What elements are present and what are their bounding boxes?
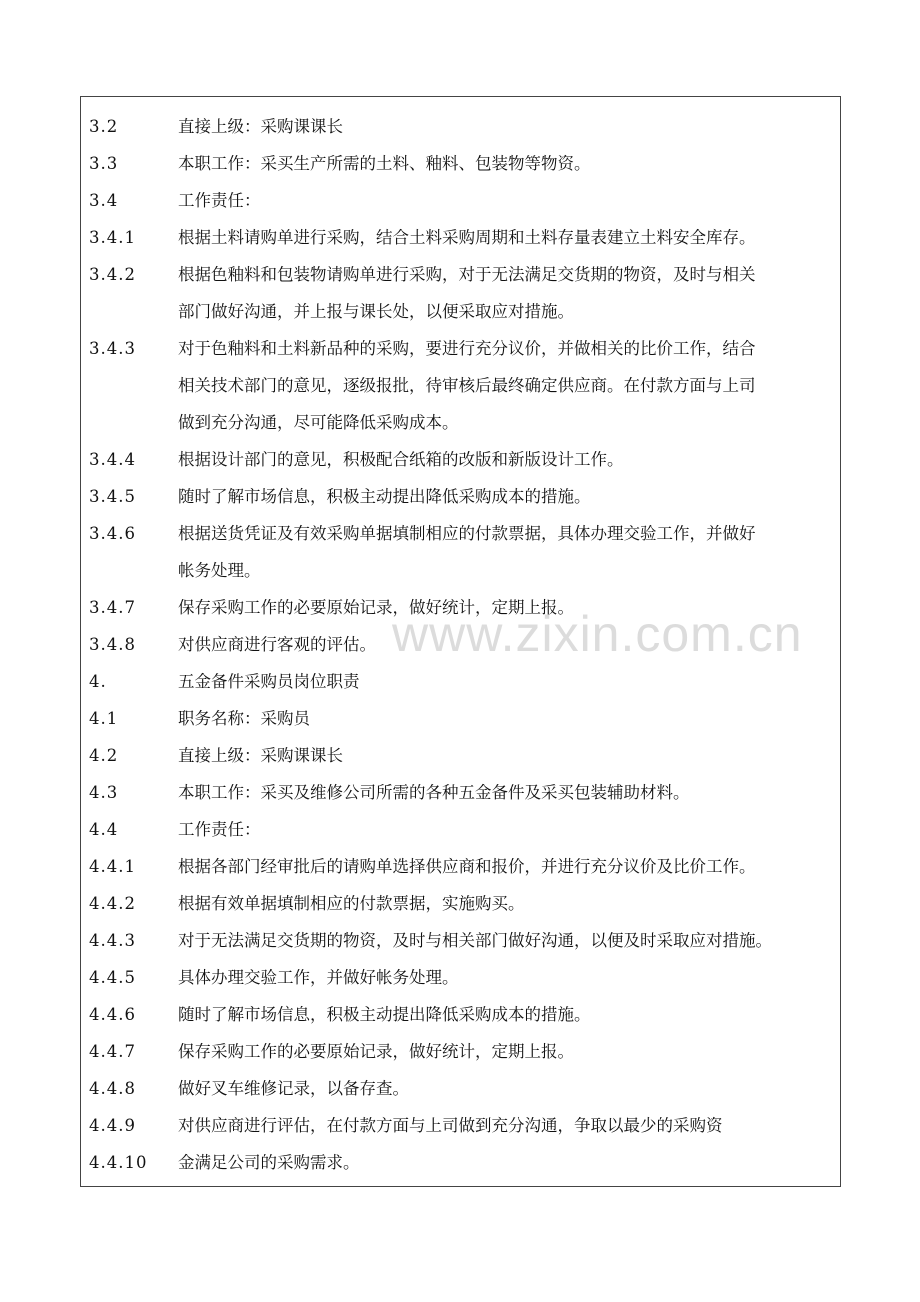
clause-row [81,1144,840,1181]
clause-text-line: 根据设计部门的意见，积极配合纸箱的改版和新版设计工作。 [178,450,624,469]
clause-text [178,774,840,811]
clause-text-line: 根据土料请购单进行采购，结合土料采购周期和土料存量表建立土料安全库存。 [178,228,756,247]
clause-text [178,885,840,922]
clause-row [81,1033,840,1070]
clause-number: 4.2 [89,746,119,765]
clause-text [178,626,840,663]
clause-text-line: 对于无法满足交货期的物资，及时与相关部门做好沟通，以便及时采取应对措施。 [178,931,772,950]
clause-text [178,811,840,848]
clause-number: 4.4.10 [89,1153,148,1172]
clause-row [81,626,840,663]
clause-text-line: 本职工作：采买生产所需的土料、釉料、包装物等物资。 [178,154,591,173]
clause-number: 3.4 [89,191,119,210]
clause-text-line: 直接上级：采购课课长 [178,746,343,765]
clause-text-line: 根据各部门经审批后的请购单选择供应商和报价，并进行充分议价及比价工作。 [178,857,756,876]
clause-row [81,885,840,922]
clause-number: 4.4.8 [89,1079,136,1098]
clause-row [81,774,840,811]
clause-number: 4.4 [89,820,119,839]
clause-text [178,1107,840,1144]
clause-text-line: 根据有效单据填制相应的付款票据，实施购买。 [178,894,525,913]
clause-text-line: 随时了解市场信息，积极主动提出降低采购成本的措施。 [178,487,591,506]
clause-text [178,478,840,515]
clause-text-line: 本职工作：采买及维修公司所需的各种五金备件及采买包装辅助材料。 [178,783,690,802]
clause-text-line: 做好叉车维修记录，以备存查。 [178,1079,409,1098]
clause-number: 3.4.4 [89,450,136,469]
clause-row [81,1107,840,1144]
clause-number: 4.4.5 [89,968,136,987]
clause-text-line: 五金备件采购员岗位职责 [178,672,360,691]
clause-text [178,996,840,1033]
clause-text [178,848,840,885]
clause-row [81,589,840,626]
clause-text [178,700,840,737]
clause-number: 4.3 [89,783,119,802]
clause-number: 3.3 [89,154,119,173]
clause-number: 4.4.2 [89,894,136,913]
clause-text-line: 根据色釉料和包装物请购单进行采购，对于无法满足交货期的物资，及时与相关 [178,265,756,284]
clause-row [81,663,840,700]
clause-text [178,330,840,441]
clause-row [81,478,840,515]
clause-number: 3.4.6 [89,524,136,543]
clause-text [178,663,840,700]
clause-text-line: 做到充分沟通，尽可能降低采购成本。 [178,413,459,432]
clause-text-line: 帐务处理。 [178,561,261,580]
clause-text [178,108,840,145]
clause-number: 3.4.1 [89,228,136,247]
clause-text-line: 对供应商进行客观的评估。 [178,635,376,654]
clause-text [178,256,840,330]
clause-text-line: 对供应商进行评估，在付款方面与上司做到充分沟通，争取以最少的采购资 [178,1116,723,1135]
clause-text [178,182,840,219]
clause-row [81,700,840,737]
clause-row [81,996,840,1033]
clause-text [178,1144,840,1181]
clause-row [81,515,840,589]
clause-row [81,330,840,441]
clause-row [81,219,840,256]
clause-text [178,922,840,959]
clause-text-line: 部门做好沟通，并上报与课长处，以便采取应对措施。 [178,302,574,321]
clause-row [81,811,840,848]
clause-row [81,848,840,885]
clause-text-line: 根据送货凭证及有效采购单据填制相应的付款票据，具体办理交验工作，并做好 [178,524,756,543]
clause-text [178,441,840,478]
clause-text-line: 金满足公司的采购需求。 [178,1153,360,1172]
clause-row [81,145,840,182]
clause-number: 4.4.1 [89,857,136,876]
clause-row [81,256,840,330]
clause-text-line: 随时了解市场信息，积极主动提出降低采购成本的措施。 [178,1005,591,1024]
clause-number: 4.4.9 [89,1116,136,1135]
clause-text-line: 保存采购工作的必要原始记录，做好统计，定期上报。 [178,1042,574,1061]
clause-row [81,959,840,996]
clause-number: 4. [89,672,107,691]
clause-text-line: 具体办理交验工作，并做好帐务处理。 [178,968,459,987]
document-frame [80,96,841,1187]
clause-number: 4.4.3 [89,931,136,950]
clause-row [81,108,840,145]
clause-number: 3.4.3 [89,339,136,358]
clause-number: 3.2 [89,117,119,136]
clause-text-line: 职务名称：采购员 [178,709,310,728]
clause-number: 4.4.6 [89,1005,136,1024]
clause-number: 3.4.8 [89,635,136,654]
clause-number: 3.4.5 [89,487,136,506]
clause-text-line: 工作责任： [178,820,261,839]
clause-text-line: 对于色釉料和土料新品种的采购，要进行充分议价，并做相关的比价工作，结合 [178,339,756,358]
clause-number: 4.1 [89,709,119,728]
clause-text [178,959,840,996]
clause-text-line: 工作责任： [178,191,261,210]
clause-number: 3.4.2 [89,265,136,284]
clause-text-line: 直接上级：采购课课长 [178,117,343,136]
clause-text [178,1070,840,1107]
clause-text [178,219,840,256]
clause-text [178,1033,840,1070]
clause-number: 4.4.7 [89,1042,136,1061]
clause-text [178,515,840,589]
clause-row [81,441,840,478]
clause-row [81,922,840,959]
clause-row [81,1070,840,1107]
clause-row [81,737,840,774]
watermark: www.zixin.com.cn [392,606,803,662]
clause-text [178,737,840,774]
clause-row [81,182,840,219]
clause-text-line: 相关技术部门的意见，逐级报批，待审核后最终确定供应商。在付款方面与上司 [178,376,756,395]
clause-number: 3.4.7 [89,598,136,617]
clause-text [178,145,840,182]
clause-list [81,108,840,1181]
clause-text [178,589,840,626]
clause-text-line: 保存采购工作的必要原始记录，做好统计，定期上报。 [178,598,574,617]
